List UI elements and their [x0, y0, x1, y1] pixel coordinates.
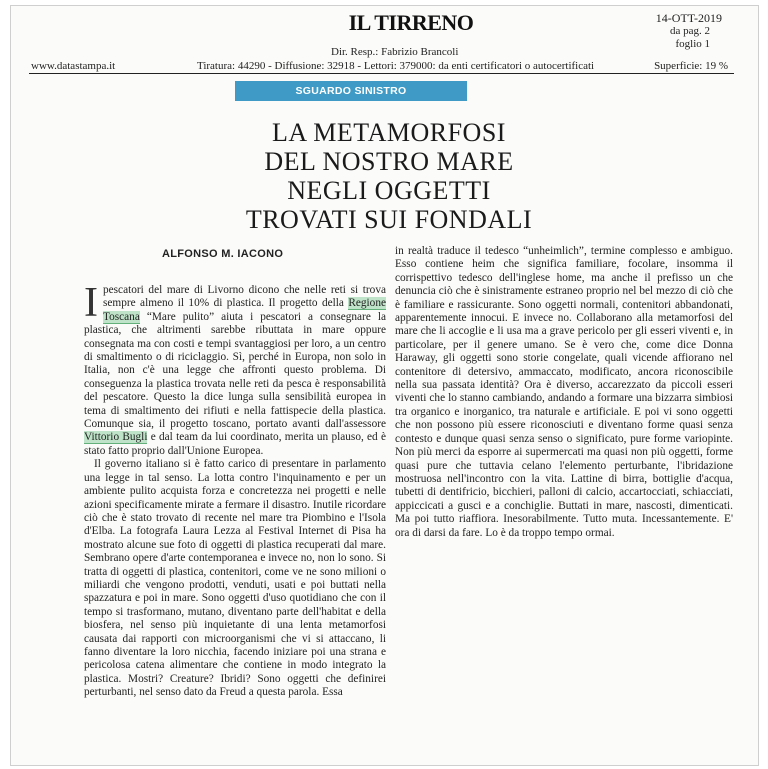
- paragraph: Il governo italiano si è fatto carico di presentare in parlamento una legge in tal senso. La lotta contro l'inquinamento e per un ambiente pulito acquista forza e concretezza nei progetti e nelle azioni specificamente mirate a fermare il disastro. Inutile ricordare ciò che è stato trovato di recente nel mare tra Piombino e l'Isola d'Elba. La fotografa Laura Lezza al Festival Internet di Pisa ha mostrato alcune sue foto di oggetti di plastica recuperati dal mare. Sembrano opere d'arte contemporanea e invece no, non lo sono. Si tratta di oggetti di plastica, contenitori, come ve ne sono milioni o miliardi che vengono prodotti, venduti, usati e poi buttati nella spazzatura e poi in mare. Sono oggetti d'uso quotidiano che con il tempo si trasformano, mutano, diventano parte dell'habitat e della biosfera, nel senso più inquietante di una lenta metamorfosi causata dai rapporti con microorganismi che vi si attaccano, li fanno diventare la loro nicchia, facendo iniziare poi una strana e pericolosa catena alimentare che contiene in modo integrato la plastica. Mostri? Creature? Ibridi? Sono oggetti che definirei perturbanti, nel senso dato da Freud a questa parola. Essa: [84, 458, 386, 699]
- circulation-stats: Tiratura: 44290 - Diffusione: 32918 - Lettori: 379000: da enti certificatori o autocertificati: [197, 60, 595, 72]
- paragraph: [84, 280, 386, 458]
- website-link[interactable]: www.datastampa.it: [31, 60, 116, 72]
- text-run: pescatori del mare di Livorno dicono che nelle reti si trova sempre almeno il 10% di plastica. Il progetto della: [103, 284, 386, 310]
- clipping-page: [10, 5, 759, 766]
- headline-line: LA METAMORFOSI: [272, 118, 506, 147]
- section-rubric: SGUARDO SINISTRO: [235, 81, 467, 101]
- paragraph: in realtà traduce il tedesco “unheimlich”, termine complesso e ambiguo. Esso contiene heim che significa familiare, focolare, insomma il corrispettivo tedesco dell'inglese home, ma anche il prefisso un che denuncia ciò che è sinistramente estraneo proprio nel bel mezzo di ciò che è familiare e rassicurante. Sono oggetti normali, contenitori abbandonati, apparentemente innocui. E invece no. Collaborano alla metamorfosi del mare che li accoglie e li usa ma a grave pericolo per gli esseri viventi e, in particolare, per il genere umano. Se è vero che, come dice Donna Haraway, gli oggetti sono storie congelate, quali vicende affiorano nel contenitore di detersivo, ammaccato, modificato, ancora riconoscibile nella sua passata identità? Ora è diverso, accarezzato da piccoli esseri viventi che lo stanno cambiando, andando a formare una bizzarra simbiosi tra organico e inorganico, tra naturale e artificiale. E poi vi sono oggetti che non possono più essere riconosciuti e diventano forme quasi senza contesto e dunque quasi senza senso o significato, pure forme variopinte. Non più merci da esporre ai supermercati ma quasi non più oggetti, forme quasi pure che tuttavia celano l'elemento perturbante, l'ibridazione mostruosa nell'incontro con la vita. Lattine di birra, bottiglie d'acqua, tubetti di dentifricio, bicchieri, palloni di calcio, accartocciati, schiacciati, appiccicati a gusci e a conchiglie. Buttati in mare, nascosti, dimenticati. Ma poi tutto riaffiora. Inesorabilmente. Tutto muta. Incessantemente. E' ora di darsi da fare. Lo è da troppo tempo ormai.: [395, 245, 733, 539]
- headline: [219, 118, 559, 234]
- article-column-2: [395, 245, 733, 540]
- surface-value: Superficie: 19 %: [654, 60, 728, 72]
- highlight-vittorio-bugli: Vittorio Bugli: [84, 431, 148, 444]
- page-ref: da pag. 2: [669, 25, 710, 37]
- sheet-ref: foglio 1: [675, 38, 710, 50]
- drop-cap: I: [84, 280, 98, 326]
- text-run: “Mare pulito” aiuta i pescatori a consegnare la plastica, che altrimenti sarebbe ributtata in mare oppure consegnata ma con costi e tempi svantaggiosi per loro, a un centro di smaltimento o di riciclaggio. Sì, perché in Europa, non solo in Italia, non c'è una legge che affronti questo problema. Di conseguenza la plastica trovata nelle reti da pesca è responsabilità del pescatore. Questo la dice lunga sulla sensibilità europea in tema di smaltimento dei rifiuti e nella fattispecie della plastica. Comunque sia, il progetto toscano, portato avanti dall'assessore: [84, 310, 386, 431]
- clipping-meta: [656, 12, 722, 51]
- author-byline: ALFONSO M. IACONO: [162, 248, 284, 260]
- info-bar: [29, 60, 734, 74]
- headline-line: DEL NOSTRO MARE: [264, 147, 514, 176]
- headline-line: TROVATI SUI FONDALI: [245, 205, 533, 234]
- text-run: e dal team da lui coordinato, merita un plauso, ed è stato fatto proprio dall'Unione Europea.: [84, 431, 386, 457]
- masthead: IL TIRRENO: [348, 10, 474, 35]
- article-column-1: [84, 280, 386, 700]
- highlight-regione-toscana: Regione Toscana: [103, 297, 386, 323]
- director-line: Dir. Resp.: Fabrizio Brancoli: [331, 46, 459, 58]
- date: 14-OTT-2019: [655, 11, 722, 25]
- headline-line: NEGLI OGGETTI: [287, 176, 491, 205]
